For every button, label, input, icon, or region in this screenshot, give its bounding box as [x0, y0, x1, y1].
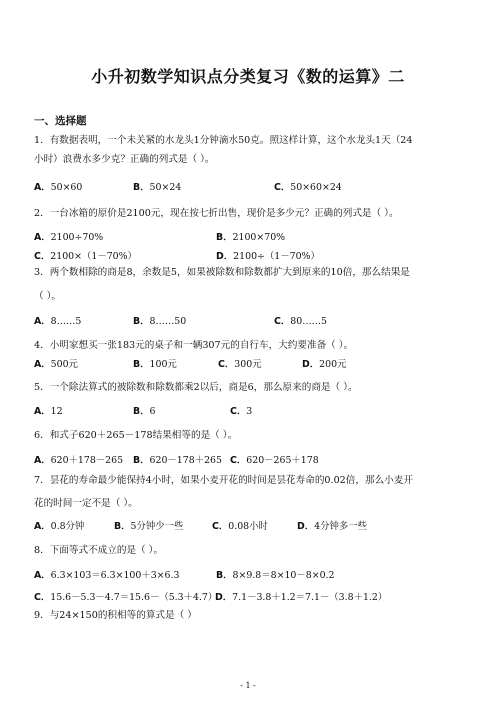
- question-1-text: 1．有数据表明，一个未关紧的水龙头1分钟滴水50克。照这样计算，这个水龙头1天（24: [34, 135, 413, 146]
- option-c: C．50×60×24: [274, 182, 342, 193]
- question-1-text-cont: 小时）浪费水多少克？正确的列式是（ ）。: [34, 154, 215, 165]
- question-5-text: 5．一个除法算式的被除数和除数都乘2以后，商是6，那么原来的商是（ ）。: [34, 382, 358, 393]
- question-7-text-cont: 花的时间一定不是（ ）。: [34, 498, 138, 509]
- option-c: C．3: [230, 406, 253, 417]
- option-b: B．620－178＋265: [133, 455, 222, 466]
- option-b: B．8×9.8＝8×10－8×0.2: [216, 570, 335, 581]
- option-a: A．500元: [34, 359, 78, 370]
- option-a: A．620＋178－265: [34, 455, 124, 466]
- option-a: A．12: [34, 406, 63, 417]
- option-b: B．2100×70%: [216, 232, 286, 243]
- option-a: A．8……5: [34, 316, 82, 327]
- page-title: 小升初数学知识点分类复习《数的运算》二: [91, 67, 405, 86]
- option-b: B．100元: [133, 359, 177, 370]
- option-b: B．6: [133, 406, 156, 417]
- question-7-text: 7．昙花的寿命最少能保持4小时，如果小麦开花的时间是昙花寿命的0.02倍，那么小麦开: [34, 475, 413, 486]
- option-a: A．2100÷70%: [34, 232, 104, 243]
- question-2-text: 2．一台冰箱的原价是2100元，现在按七折出售，现价是多少元？正确的列式是（ ）。: [34, 208, 399, 219]
- option-d: D．200元: [302, 359, 347, 370]
- option-b: B．5分钟少一些: [114, 521, 184, 532]
- question-3-text: 3．两个数相除的商是8，余数是5，如果被除数和除数都扩大到原来的10倍，那么结果是: [34, 267, 410, 278]
- option-c: C．2100×（1－70%）: [34, 251, 137, 262]
- option-d: D．2100÷（1－70%）: [216, 251, 320, 262]
- section-heading: 一、选择题: [34, 115, 87, 127]
- option-b: B．8……50: [133, 316, 187, 327]
- page-number: - 1 -: [240, 681, 256, 690]
- option-a: A．0.8分钟: [34, 521, 85, 532]
- option-b: B．50×24: [133, 182, 182, 193]
- option-c: C．15.6－5.3－4.7＝15.6－（5.3＋4.7）: [34, 592, 218, 603]
- option-c: C．300元: [218, 359, 262, 370]
- option-d: D．4分钟多一些: [297, 521, 368, 532]
- option-c: C．620－265＋178: [230, 455, 319, 466]
- option-c: C．0.08小时: [212, 521, 268, 532]
- question-4-text: 4．小明家想买一张183元的桌子和一辆307元的自行车，大约要准备（ ）。: [34, 340, 354, 351]
- question-9-text: 9．与24×150的积相等的算式是（ ）: [34, 610, 197, 621]
- option-d: D．7.1－3.8＋1.2＝7.1－（3.8＋1.2）: [215, 592, 388, 603]
- option-a: A．6.3×103＝6.3×100＋3×6.3: [34, 570, 180, 581]
- question-6-text: 6．和式子620＋265－178结果相等的是（ ）。: [34, 430, 238, 441]
- question-8-text: 8．下面等式不成立的是（ ）。: [34, 545, 164, 556]
- option-c: C．80……5: [274, 316, 327, 327]
- question-3-text-cont: （ ）。: [34, 291, 62, 302]
- option-a: A．50×60: [34, 182, 83, 193]
